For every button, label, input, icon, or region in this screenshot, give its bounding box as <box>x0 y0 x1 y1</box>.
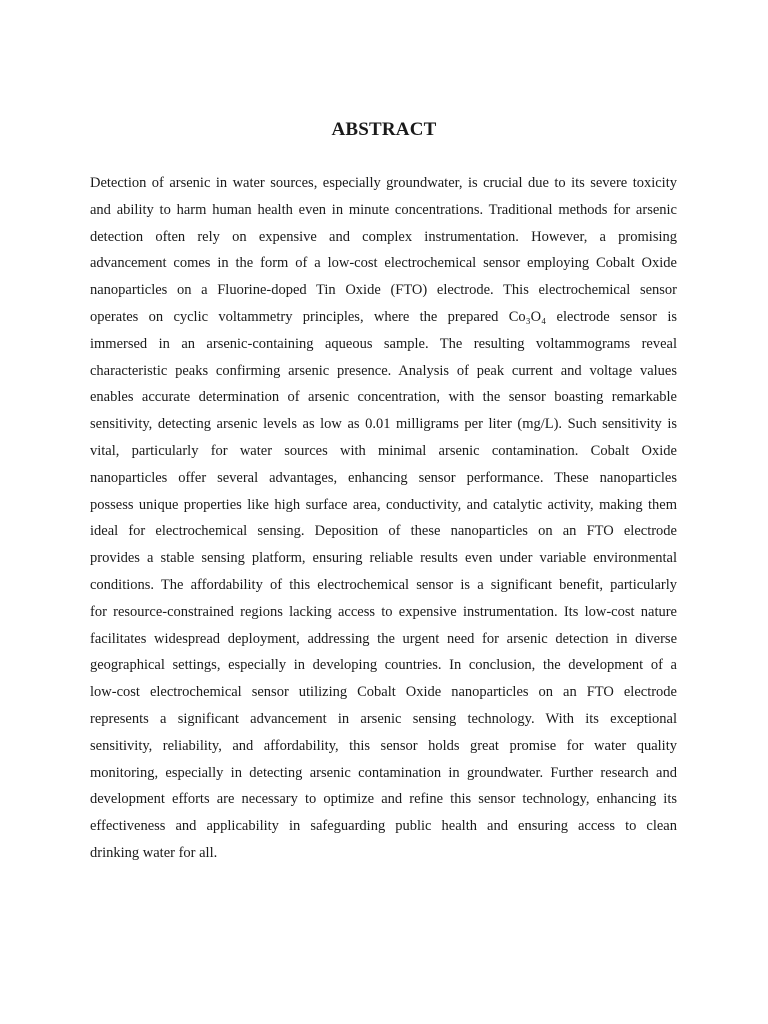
abstract-line: monitoring, especially in detecting arsenic contamination in groundwater. Further research and <box>90 764 677 781</box>
abstract-line: sensitivity, reliability, and affordability, this sensor holds great promise for water quality <box>90 737 677 754</box>
abstract-line: low-cost electrochemical sensor utilizing Cobalt Oxide nanoparticles on an FTO electrode <box>90 684 677 701</box>
abstract-line: for resource-constrained regions lacking access to expensive instrumentation. Its low-cost nature <box>90 603 677 620</box>
abstract-line: geographical settings, especially in developing countries. In conclusion, the development of a <box>90 657 677 674</box>
abstract-line: sensitivity, detecting arsenic levels as low as 0.01 milligrams per liter (mg/L). Such sensitivity is <box>90 416 677 433</box>
abstract-line: ideal for electrochemical sensing. Deposition of these nanoparticles on an FTO electrode <box>90 523 677 540</box>
abstract-line: detection often rely on expensive and complex instrumentation. However, a promising <box>90 228 677 245</box>
abstract-line: Detection of arsenic in water sources, especially groundwater, is crucial due to its severe toxicity <box>90 175 677 191</box>
abstract-title: ABSTRACT <box>331 119 437 140</box>
abstract-line: possess unique properties like high surface area, conductivity, and catalytic activity, making them <box>90 496 677 513</box>
abstract-line: provides a stable sensing platform, ensuring reliable results even under variable environmental <box>90 550 677 567</box>
abstract-body <box>90 170 677 867</box>
abstract-line: effectiveness and applicability in safeguarding public health and ensuring access to clean <box>90 818 677 835</box>
abstract-line: drinking water for all. <box>90 844 218 861</box>
abstract-line: represents a significant advancement in arsenic sensing technology. With its exceptional <box>90 710 677 727</box>
abstract-line: nanoparticles on a Fluorine-doped Tin Oxide (FTO) electrode. This electrochemical sensor <box>90 282 677 299</box>
abstract-line: vital, particularly for water sources with minimal arsenic contamination. Cobalt Oxide <box>90 442 677 459</box>
abstract-line: development efforts are necessary to optimize and refine this sensor technology, enhancing its <box>90 791 677 808</box>
abstract-line: characteristic peaks confirming arsenic presence. Analysis of peak current and voltage values <box>90 362 677 379</box>
abstract-line: facilitates widespread deployment, addressing the urgent need for arsenic detection in diverse <box>90 630 677 647</box>
abstract-line: conditions. The affordability of this electrochemical sensor is a significant benefit, particularly <box>90 576 677 593</box>
abstract-line: and ability to harm human health even in minute concentrations. Traditional methods for arsenic <box>90 201 677 218</box>
abstract-line: immersed in an arsenic-containing aqueous sample. The resulting voltammograms reveal <box>90 335 677 352</box>
abstract-line: advancement comes in the form of a low-cost electrochemical sensor employing Cobalt Oxide <box>90 255 677 272</box>
abstract-line: nanoparticles offer several advantages, enhancing sensor performance. These nanoparticles <box>90 469 677 486</box>
abstract-line: operates on cyclic voltammetry principles, where the prepared Co₃O₄ electrode sensor is <box>90 308 677 325</box>
abstract-line: enables accurate determination of arsenic concentration, with the sensor boasting remarkable <box>90 389 677 406</box>
